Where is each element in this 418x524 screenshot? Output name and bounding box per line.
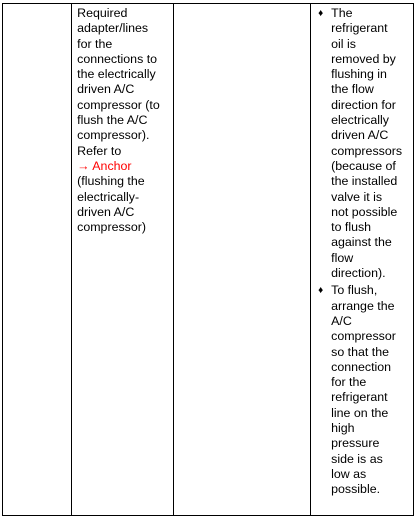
anchor-link[interactable]	[77, 159, 131, 173]
list-item	[315, 283, 413, 497]
anchor-link-text: Anchor	[92, 158, 132, 173]
table-cell-empty-1	[3, 4, 72, 516]
list-item	[315, 6, 413, 281]
notes-list	[315, 6, 413, 498]
adapter-lines-text: Required adapter/lines for the connections to the electrically driven A/C compressor (to flush the A/C compressor). Refer to	[77, 6, 160, 158]
arrow-right-icon: →	[77, 158, 90, 173]
procedure-table	[2, 3, 414, 516]
diamond-bullet-icon: ♦	[318, 285, 324, 297]
table-row	[3, 4, 414, 516]
table-cell-notes	[311, 4, 414, 516]
note-text: The refrigerant oil is removed by flushing in the flow direction for electrically driven A/C compressors (because of the installed valve it is not possible to flush against the flow direction).	[331, 6, 403, 281]
note-text: To flush, arrange the A/C compressor so that the connection for the refrigerant line on the high pressure side is as low as possible.	[331, 283, 396, 497]
table-cell-empty-2	[173, 4, 310, 516]
table-cell-adapter-lines	[72, 4, 174, 516]
diamond-bullet-icon: ♦	[318, 8, 324, 19]
flushing-reference-text: (flushing the electrically- driven A/C compressor)	[77, 174, 146, 235]
